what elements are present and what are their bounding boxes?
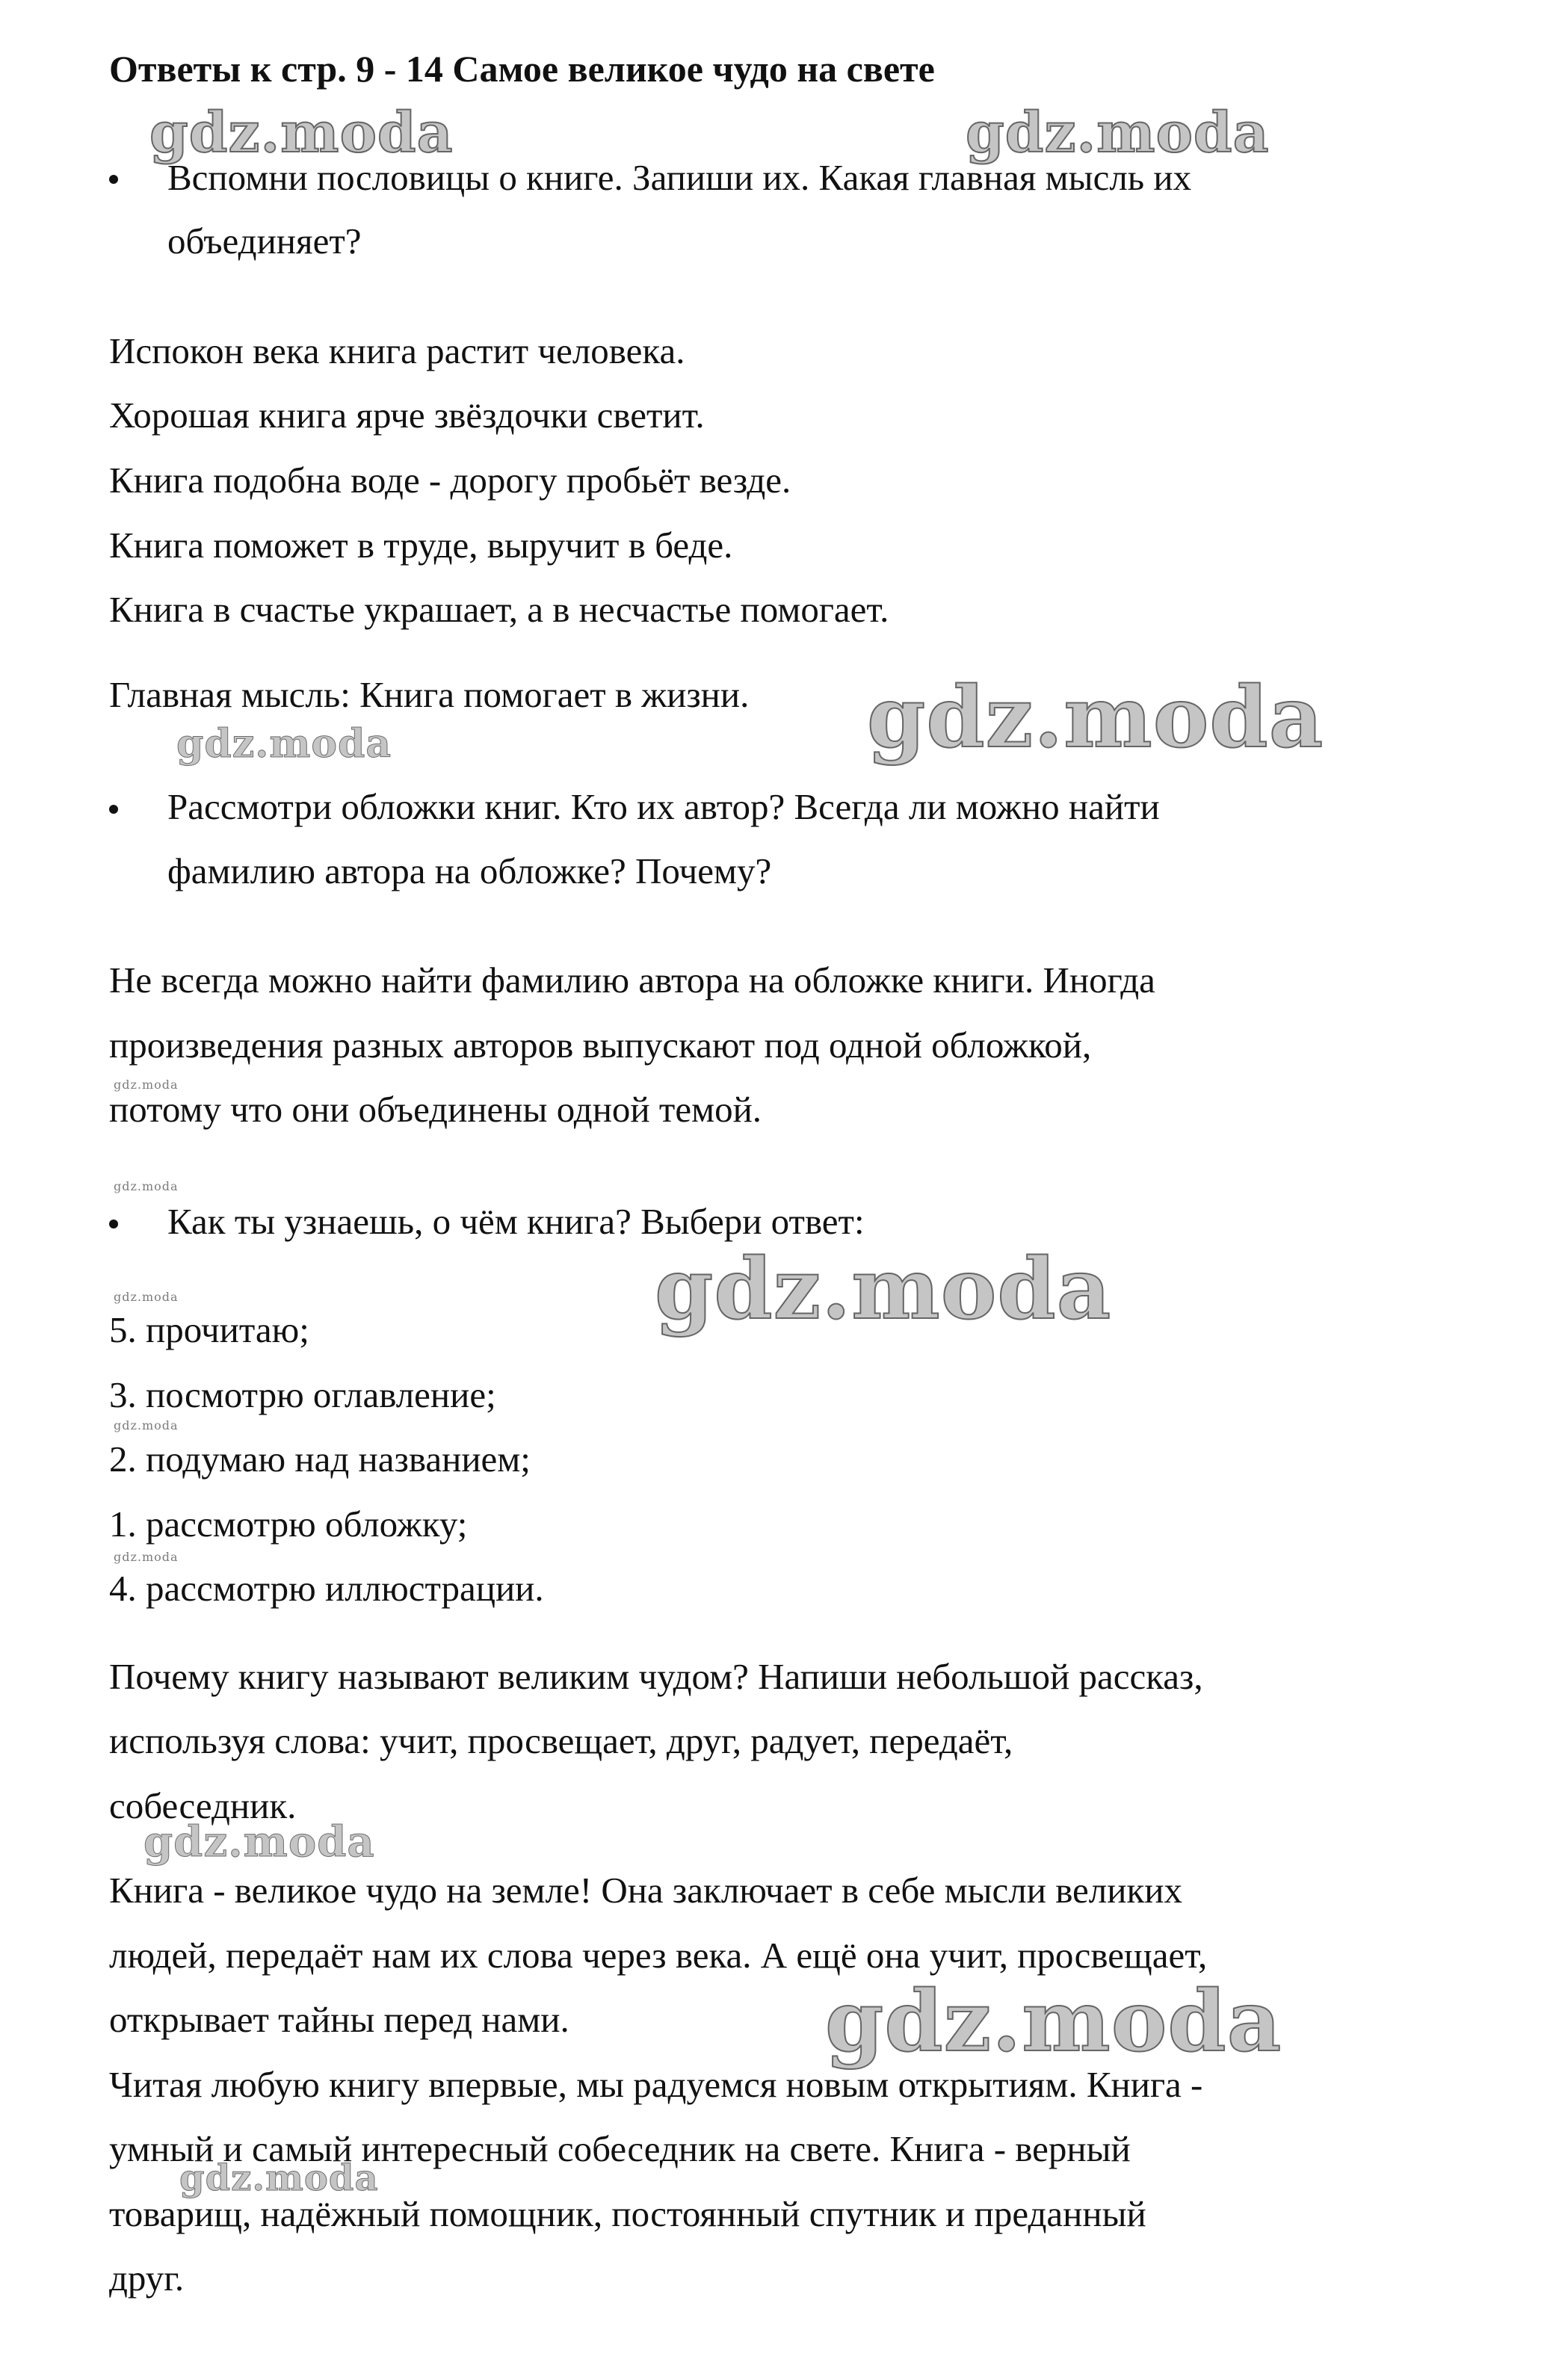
question-1-line-2: объединяет? (167, 220, 362, 262)
watermark-logo: gdz.moda (114, 1290, 179, 1304)
watermark-logo: gdz.moda (114, 1418, 179, 1432)
story-line-2: людей, передаёт нам их слова через века. А ещё она учит, просвещает, (109, 1935, 1208, 1976)
proverb-4: Книга поможет в труде, выручит в беде. (109, 525, 733, 566)
question-4-line-1: Почему книгу называют великим чудом? Напиши небольшой рассказ, (109, 1656, 1203, 1697)
main-idea: Главная мысль: Книга помогает в жизни. (109, 674, 750, 715)
story-line-6: товарищ, надёжный помощник, постоянный спутник и преданный (109, 2193, 1146, 2234)
answer-2-line-1: Не всегда можно найти фамилию автора на обложке книги. Иногда (109, 959, 1155, 1001)
story-line-1: Книга - великое чудо на земле! Она заключает в себе мысли великих (109, 1870, 1183, 1911)
answer-3-item-3: 2. подумаю над названием; (109, 1438, 531, 1480)
question-1-line-1: Вспомни пословицы о книге. Запиши их. Какая главная мысль их (167, 157, 1192, 198)
watermark-logo: gdz.moda (149, 101, 454, 165)
watermark-logo: gdz.moda (966, 101, 1270, 165)
story-line-4: Читая любую книгу впервые, мы радуемся новым открытиям. Книга - (109, 2064, 1203, 2105)
watermark-logo: gdz.moda (176, 721, 392, 767)
watermark-logo: gdz.moda (825, 1973, 1282, 2071)
answer-3-item-5: 4. рассмотрю иллюстрации. (109, 1568, 544, 1609)
bullet-icon (109, 1220, 118, 1228)
question-3: Как ты узнаешь, о чём книга? Выбери ответ: (167, 1201, 865, 1242)
bullet-icon (109, 175, 118, 184)
answer-2-line-2: произведения разных авторов выпускают под одной обложкой, (109, 1024, 1092, 1066)
watermark-logo: gdz.moda (114, 1078, 179, 1092)
proverb-1: Испокон века книга растит человека. (109, 330, 685, 371)
watermark-logo: gdz.moda (143, 1817, 375, 1867)
answer-3-item-4: 1. рассмотрю обложку; (109, 1503, 468, 1545)
watermark-logo: gdz.moda (179, 2157, 379, 2199)
page-title: Ответы к стр. 9 - 14 Самое великое чудо на свете (109, 48, 935, 90)
question-4-line-2: используя слова: учит, просвещает, друг, радует, передаёт, (109, 1720, 1013, 1761)
watermark-logo: gdz.moda (867, 669, 1324, 767)
watermark-logo: gdz.moda (655, 1240, 1112, 1338)
story-line-3: открывает тайны перед нами. (109, 1999, 569, 2040)
story-line-7: друг. (109, 2257, 185, 2299)
answer-2-line-3: потому что они объединены одной темой. (109, 1089, 762, 1130)
story-line-5: умный и самый интересный собеседник на свете. Книга - верный (109, 2128, 1131, 2169)
question-2-line-2: фамилию автора на обложке? Почему? (167, 850, 772, 891)
proverb-3: Книга подобна воде - дорогу пробьёт везде. (109, 460, 791, 501)
watermark-logo: gdz.moda (114, 1179, 179, 1193)
answer-3-item-2: 3. посмотрю оглавление; (109, 1374, 496, 1415)
proverb-2: Хорошая книга ярче звёздочки светит. (109, 395, 705, 436)
question-2-line-1: Рассмотри обложки книг. Кто их автор? Всегда ли можно найти (167, 786, 1160, 827)
proverb-5: Книга в счастье украшает, а в несчастье помогает. (109, 589, 889, 630)
answer-3-item-1: 5. прочитаю; (109, 1309, 309, 1350)
bullet-icon (109, 805, 118, 814)
question-4-line-3: собеседник. (109, 1785, 297, 1826)
watermark-logo: gdz.moda (114, 1550, 179, 1564)
